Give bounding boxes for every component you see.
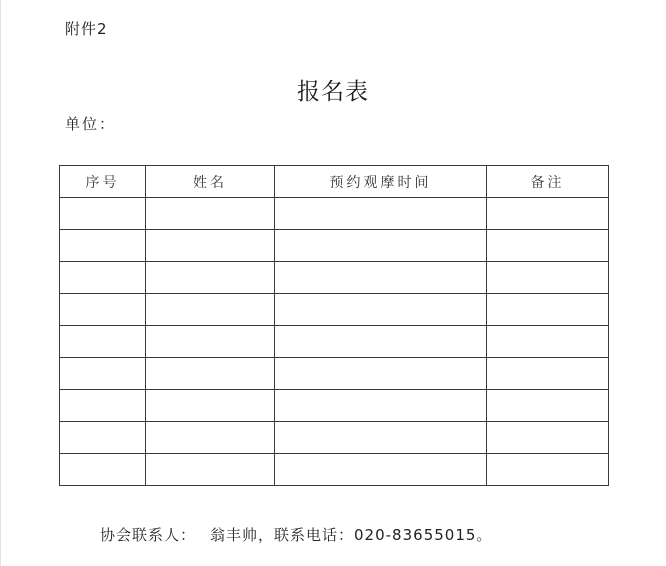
appointment-time-cell xyxy=(275,454,487,486)
serial-number-cell xyxy=(60,422,146,454)
serial-number-cell xyxy=(60,230,146,262)
table-header-row xyxy=(60,166,609,198)
table-body xyxy=(60,198,609,486)
name-cell xyxy=(146,454,275,486)
name-cell xyxy=(146,422,275,454)
appointment-time-cell xyxy=(275,198,487,230)
serial-number-cell xyxy=(60,198,146,230)
contact-label: 协会联系人： xyxy=(100,526,197,544)
serial-number-cell xyxy=(60,262,146,294)
registration-table xyxy=(59,165,609,486)
contact-info: 翁丰帅，联系电话：020-83655015。 xyxy=(210,526,493,544)
table-row xyxy=(60,198,609,230)
appointment-time-cell xyxy=(275,358,487,390)
remarks-cell xyxy=(487,390,609,422)
header-name: 姓名 xyxy=(146,166,275,198)
table-row xyxy=(60,230,609,262)
serial-number-cell xyxy=(60,358,146,390)
serial-number-cell xyxy=(60,454,146,486)
attachment-label: 附件2 xyxy=(65,20,108,38)
table-row xyxy=(60,358,609,390)
remarks-cell xyxy=(487,294,609,326)
remarks-cell xyxy=(487,198,609,230)
appointment-time-cell xyxy=(275,390,487,422)
header-remarks: 备注 xyxy=(487,166,609,198)
header-appointment-time: 预约观摩时间 xyxy=(275,166,487,198)
appointment-time-cell xyxy=(275,230,487,262)
unit-label: 单位： xyxy=(65,115,117,133)
table-row xyxy=(60,422,609,454)
remarks-cell xyxy=(487,230,609,262)
serial-number-cell xyxy=(60,390,146,422)
appointment-time-cell xyxy=(275,262,487,294)
name-cell xyxy=(146,230,275,262)
appointment-time-cell xyxy=(275,326,487,358)
header-serial-number: 序号 xyxy=(60,166,146,198)
remarks-cell xyxy=(487,358,609,390)
table-row xyxy=(60,454,609,486)
name-cell xyxy=(146,358,275,390)
serial-number-cell xyxy=(60,326,146,358)
contact-line xyxy=(100,524,492,545)
appointment-time-cell xyxy=(275,422,487,454)
name-cell xyxy=(146,198,275,230)
remarks-cell xyxy=(487,454,609,486)
table-row xyxy=(60,326,609,358)
name-cell xyxy=(146,326,275,358)
remarks-cell xyxy=(487,422,609,454)
serial-number-cell xyxy=(60,294,146,326)
table-row xyxy=(60,262,609,294)
page-title: 报名表 xyxy=(297,79,369,105)
remarks-cell xyxy=(487,326,609,358)
name-cell xyxy=(146,294,275,326)
name-cell xyxy=(146,262,275,294)
table-row xyxy=(60,294,609,326)
appointment-time-cell xyxy=(275,294,487,326)
name-cell xyxy=(146,390,275,422)
table-row xyxy=(60,390,609,422)
remarks-cell xyxy=(487,262,609,294)
